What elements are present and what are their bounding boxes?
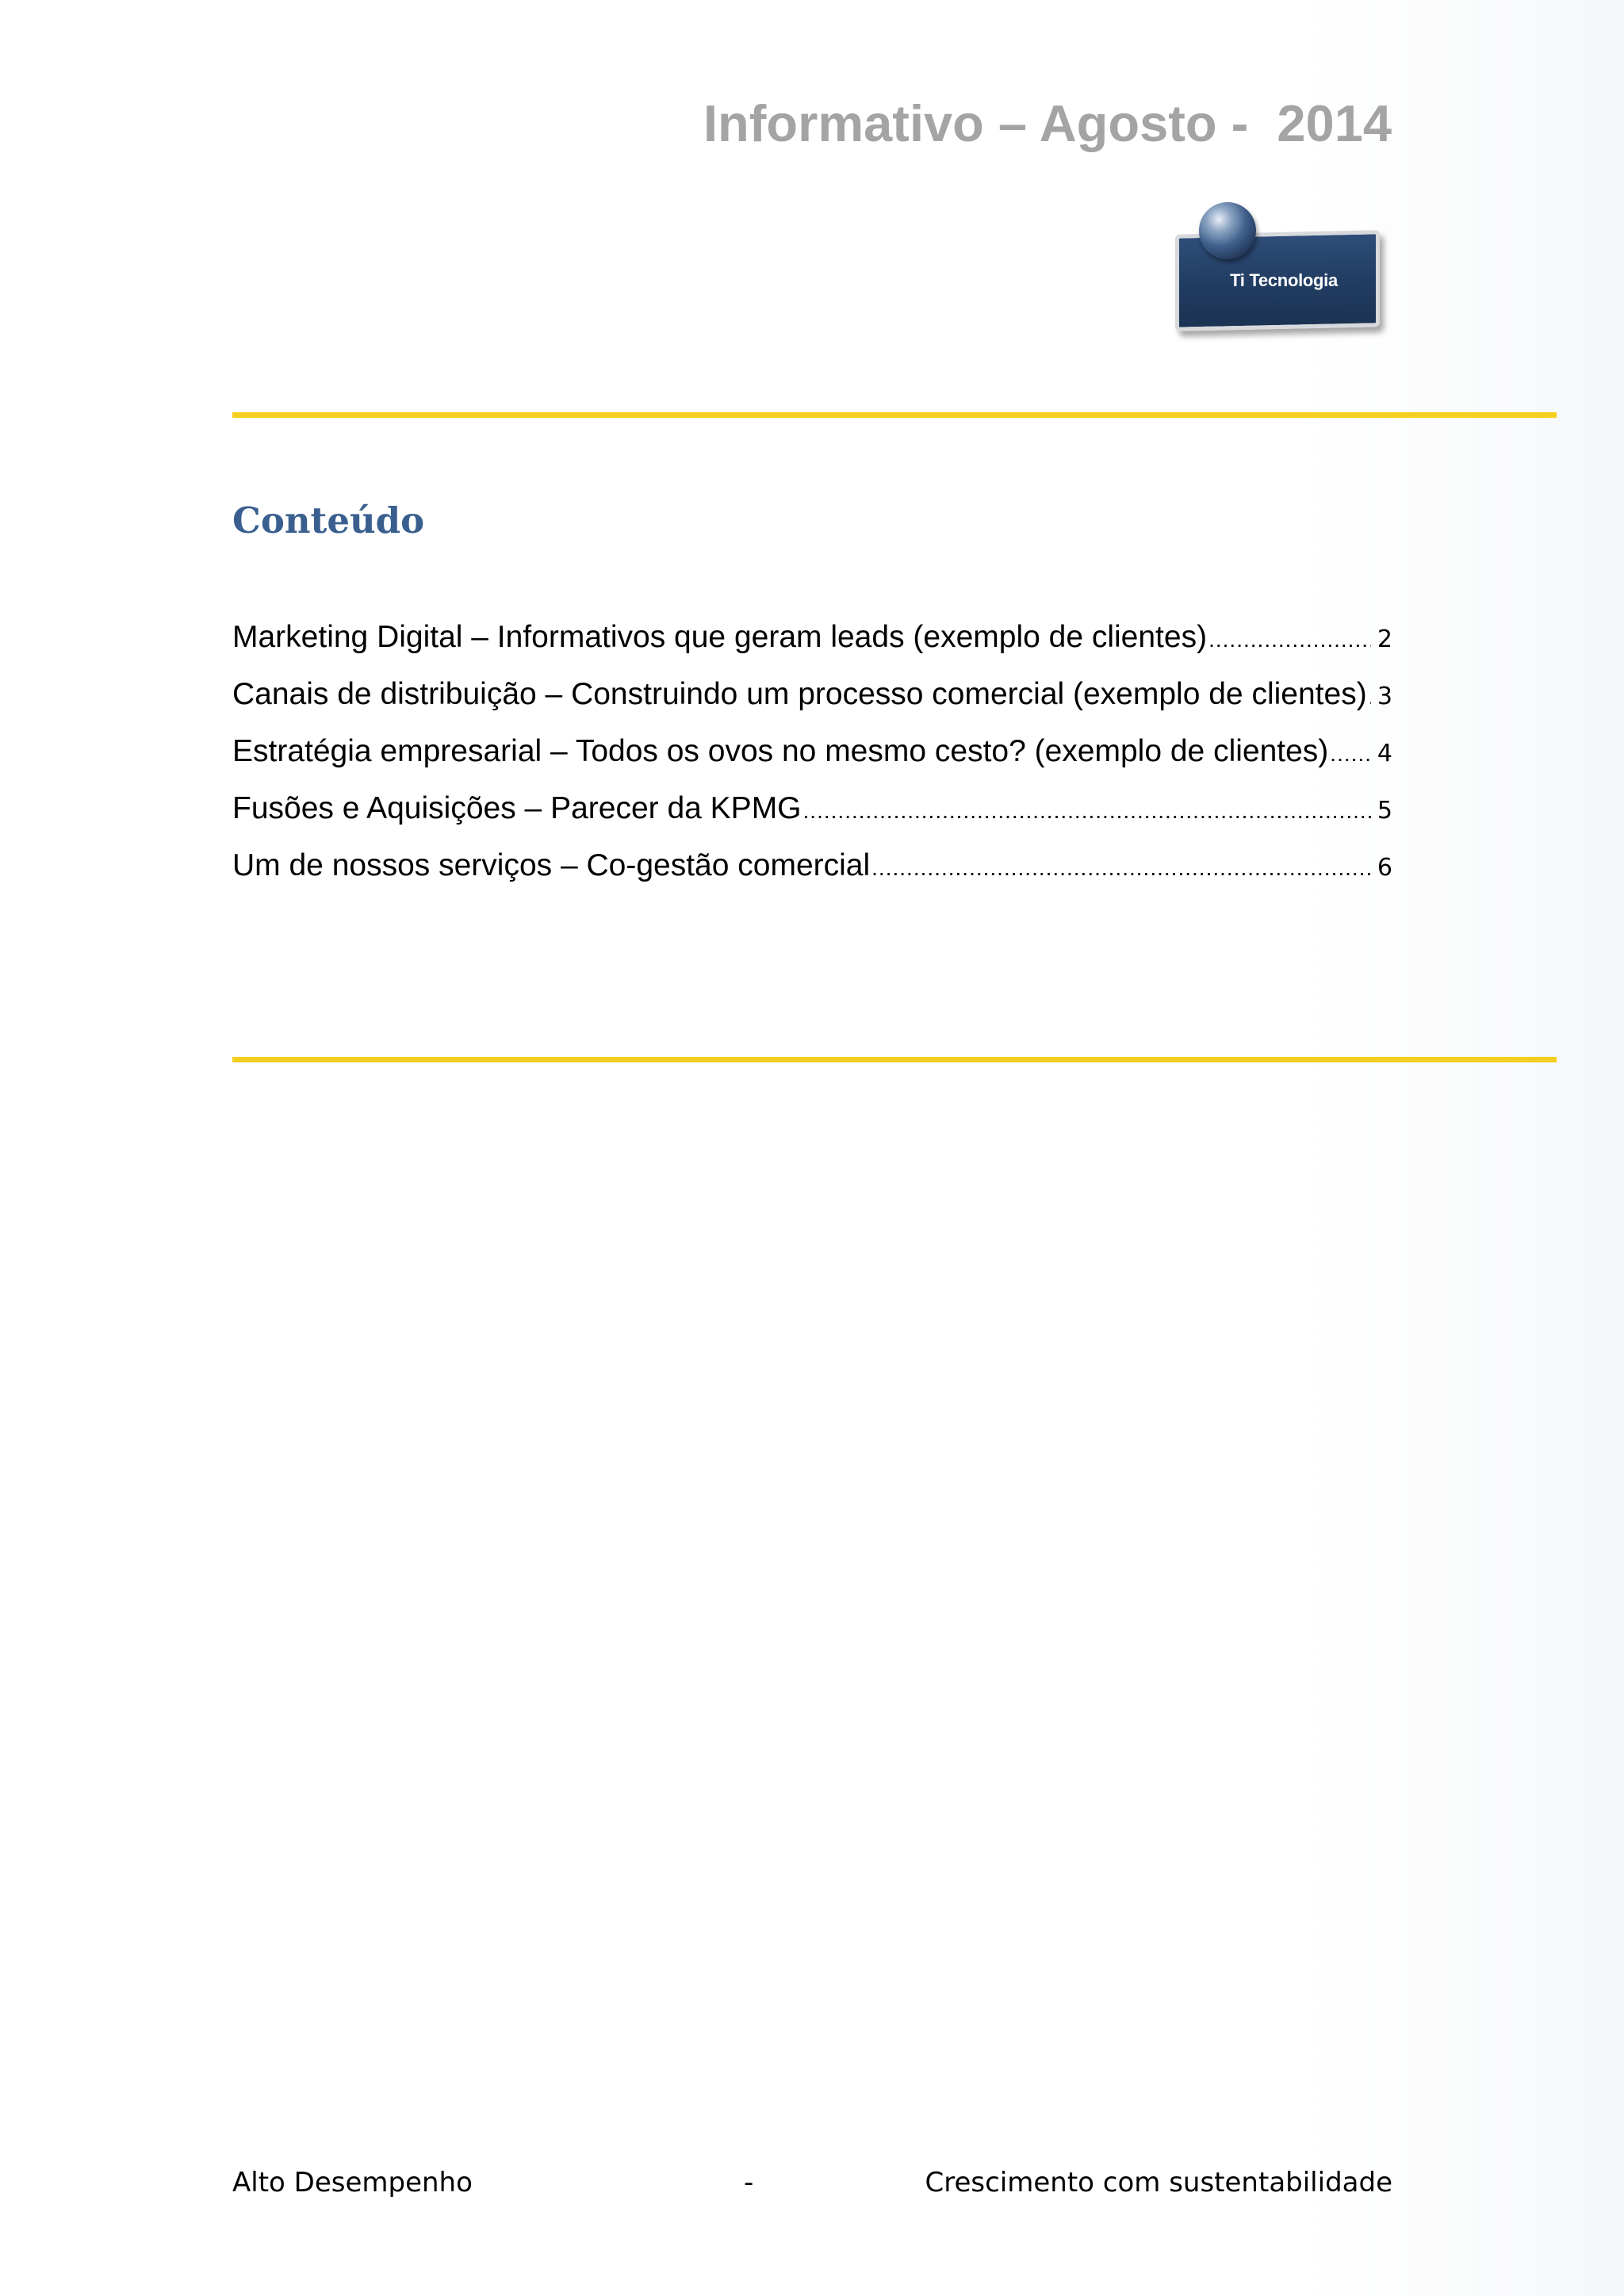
toc-entry[interactable] <box>232 791 1392 848</box>
footer-separator: - <box>744 2167 754 2198</box>
toc-page-number: 4 <box>1377 740 1392 767</box>
toc-page-number: 5 <box>1377 797 1392 825</box>
toc-dot-leader <box>1208 627 1371 652</box>
toc-entry-title: Marketing Digital – Informativos que geram leads (exemplo de clientes) <box>232 620 1208 654</box>
toc-entry[interactable] <box>232 677 1392 734</box>
logo-text: Ti Tecnologia <box>1230 270 1338 290</box>
toc-heading: Conteúdo <box>232 499 425 541</box>
bottom-divider <box>232 1057 1557 1062</box>
page-footer <box>232 2167 1392 2206</box>
globe-icon <box>1199 202 1256 259</box>
toc-entry-title: Fusões e Aquisições – Parecer da KPMG <box>232 791 802 825</box>
page-title: Informativo – Agosto - 2014 <box>703 94 1392 152</box>
toc-dot-leader <box>803 798 1371 824</box>
toc-dot-leader <box>1369 684 1371 710</box>
footer-right-text: Crescimento com sustentabilidade <box>925 2167 1392 2198</box>
toc-dot-leader <box>1330 741 1371 767</box>
footer-left-text: Alto Desempenho <box>232 2167 473 2198</box>
toc-page-number: 6 <box>1377 854 1392 882</box>
toc-dot-leader <box>871 855 1371 881</box>
ti-tecnologia-logo <box>1167 202 1389 329</box>
toc-page-number: 3 <box>1377 683 1392 710</box>
toc-entry-title: Estratégia empresarial – Todos os ovos no mesmo cesto? (exemplo de clientes) <box>232 734 1329 768</box>
toc-entry[interactable] <box>232 848 1392 905</box>
toc-entry-title: Canais de distribuição – Construindo um processo comercial (exemplo de clientes) <box>232 677 1367 711</box>
table-of-contents <box>232 620 1392 905</box>
toc-page-number: 2 <box>1377 626 1392 653</box>
toc-entry[interactable] <box>232 620 1392 677</box>
toc-entry-title: Um de nossos serviços – Co-gestão comercial <box>232 848 871 882</box>
toc-entry[interactable] <box>232 734 1392 791</box>
top-divider <box>232 412 1557 418</box>
